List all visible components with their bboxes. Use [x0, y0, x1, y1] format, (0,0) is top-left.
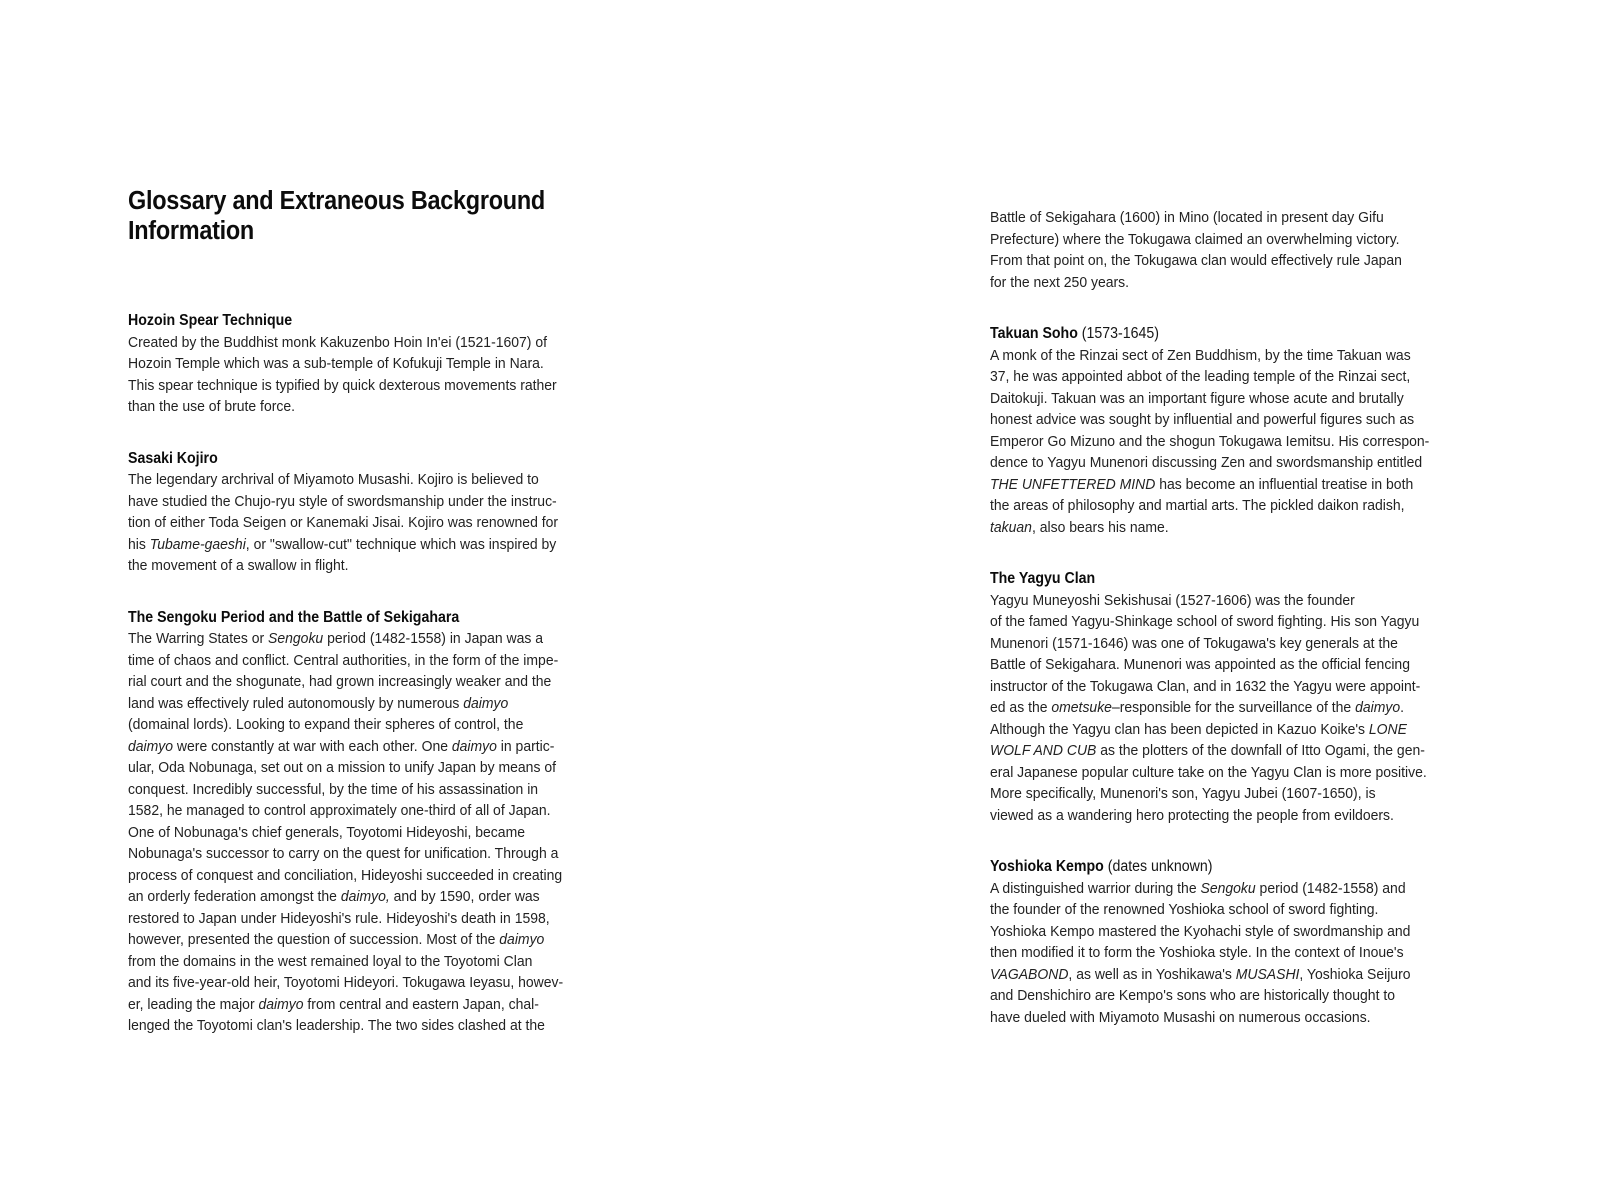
italic-text: takuan: [990, 518, 1032, 536]
italic-text: THE UNFETTERED MIND: [990, 475, 1156, 493]
text-segment: lenged the Toyotomi clan's leadership. The two sides clashed at the: [128, 1017, 545, 1034]
text-line: [128, 491, 575, 513]
text-segment: conquest. Incredibly successful, by the time of his assassination in: [128, 780, 539, 798]
text-segment: , as well as in Yoshikawa's: [1068, 965, 1236, 983]
text-segment: Emperor Go Mizuno and the shogun Tokugawa Iemitsu. His correspon-: [990, 432, 1430, 450]
text-line: [128, 469, 575, 491]
text-segment: Yoshioka Kempo mastered the Kyohachi style of swordmanship and: [990, 922, 1411, 940]
text-line: [990, 250, 1433, 272]
text-line: [128, 951, 575, 973]
text-line: [990, 272, 1433, 294]
text-segment: .: [1400, 699, 1405, 716]
text-segment: Nobunaga's successor to carry on the quest for unification. Through a: [128, 845, 559, 862]
text-segment: rial court and the shogunate, had grown increasingly weaker and the: [128, 673, 552, 690]
text-segment: er, leading the major: [128, 995, 259, 1013]
text-line: [128, 908, 575, 930]
text-segment: A monk of the Rinzai sect of Zen Buddhism, by the time Takuan was: [990, 346, 1411, 364]
left-entries: [128, 310, 575, 1037]
text-line: [990, 899, 1433, 921]
entry-heading: [990, 856, 1433, 878]
text-line: [990, 611, 1433, 633]
italic-text: daimyo: [258, 995, 304, 1013]
glossary-entry: [128, 448, 575, 577]
text-segment: dence to Yagyu Munenori discussing Zen and swordsmanship entitled: [990, 454, 1423, 471]
italic-text: daimyo: [463, 694, 509, 712]
text-line: [128, 396, 575, 418]
text-line: [990, 517, 1433, 539]
italic-text: daimyo: [499, 931, 545, 948]
text-line: [990, 345, 1433, 367]
italic-text: daimyo,: [340, 888, 390, 905]
text-line: [990, 633, 1433, 655]
text-segment: the areas of philosophy and martial arts. The pickled daikon radish,: [990, 497, 1405, 514]
text-segment: ed as the: [990, 699, 1052, 716]
text-line: [128, 886, 575, 908]
text-segment: the movement of a swallow in flight.: [128, 557, 349, 574]
text-line: [128, 650, 575, 672]
text-line: [990, 740, 1433, 762]
text-segment: and Denshichiro are Kempo's sons who are historically thought to: [990, 987, 1395, 1004]
glossary-entry: [990, 207, 1433, 293]
text-segment: have dueled with Miyamoto Musashi on numerous occasions.: [990, 1008, 1371, 1026]
text-segment: the founder of the renowned Yoshioka school of sword fighting.: [990, 901, 1379, 918]
text-line: [128, 757, 575, 779]
text-segment: Although the Yagyu clan has been depicted in Kazuo Koike's: [990, 720, 1369, 738]
text-line: [990, 1007, 1433, 1029]
italic-text: LONE: [1368, 720, 1407, 738]
italic-text: VAGABOND: [990, 965, 1069, 983]
text-segment: From that point on, the Tokugawa clan would effectively rule Japan: [990, 252, 1402, 269]
text-line: [990, 878, 1433, 900]
text-segment: Battle of Sekigahara (1600) in Mino (located in present day Gifu: [990, 209, 1384, 226]
text-line: [990, 676, 1433, 698]
text-segment: (domainal lords). Looking to expand their spheres of control, the: [128, 716, 524, 733]
text-line: [990, 409, 1433, 431]
text-line: [990, 388, 1433, 410]
text-segment: in partic-: [496, 737, 555, 755]
text-line: [990, 942, 1433, 964]
text-line: [990, 431, 1433, 453]
text-line: [128, 693, 575, 715]
text-line: [990, 590, 1433, 612]
glossary-entry: [990, 568, 1433, 826]
text-segment: ular, Oda Nobunaga, set out on a mission to unify Japan by means of: [128, 759, 556, 776]
text-segment: tion of either Toda Seigen or Kanemaki Jisai. Kojiro was renowned for: [128, 514, 559, 531]
text-line: [990, 229, 1433, 251]
text-segment: from the domains in the west remained loyal to the Toyotomi Clan: [128, 952, 533, 970]
text-segment: Yagyu Muneyoshi Sekishusai (1527-1606) was the founder: [990, 591, 1355, 609]
text-segment: , or "swallow-cut" technique which was inspired by: [245, 535, 557, 553]
bold-text: The Yagyu Clan: [990, 570, 1096, 587]
text-segment: Daitokuji. Takuan was an important figure whose acute and brutally: [990, 389, 1404, 407]
page-title-line-1: Glossary and Extraneous Background: [128, 187, 545, 215]
text-line: [990, 495, 1433, 517]
text-segment: One of Nobunaga's chief generals, Toyotomi Hideyoshi, became: [128, 823, 525, 841]
text-line: [128, 353, 575, 375]
text-segment: , also bears his name.: [1031, 518, 1169, 536]
text-line: [990, 762, 1433, 784]
text-segment: restored to Japan under Hideyoshi's rule. Hideyoshi's death in 1598,: [128, 909, 550, 927]
text-segment: his: [128, 535, 150, 553]
text-segment: , Yoshioka Seijuro: [1299, 965, 1411, 983]
text-segment: period (1482-1558) and: [1255, 879, 1406, 897]
italic-text: Sengoku: [1200, 879, 1256, 897]
text-segment: from central and eastern Japan, chal-: [303, 995, 539, 1013]
text-line: [990, 366, 1433, 388]
italic-text: Sengoku: [268, 630, 324, 647]
italic-text: MUSASHI: [1235, 965, 1300, 983]
text-segment: (1573-1645): [1077, 325, 1159, 342]
text-line: [128, 822, 575, 844]
text-line: [128, 628, 575, 650]
italic-text: daimyo: [1355, 699, 1401, 716]
text-segment: A distinguished warrior during the: [990, 879, 1201, 897]
bold-text: The Sengoku Period and the Battle of Sekigahara: [128, 608, 460, 626]
glossary-entry: [990, 856, 1433, 1028]
text-segment: eral Japanese popular culture take on the Yagyu Clan is more positive.: [990, 763, 1427, 781]
text-segment: have studied the Chujo-ryu style of swordsmanship under the instruc-: [128, 492, 557, 510]
text-segment: The Warring States or: [128, 630, 269, 647]
text-segment: process of conquest and conciliation, Hideyoshi succeeded in creating: [128, 866, 563, 884]
text-segment: has become an influential treatise in both: [1155, 475, 1414, 493]
text-line: [128, 929, 575, 951]
text-line: [128, 332, 575, 354]
text-line: [990, 964, 1433, 986]
text-line: [990, 654, 1433, 676]
text-line: [990, 697, 1433, 719]
text-line: [990, 474, 1433, 496]
text-segment: as the plotters of the downfall of Itto Ogami, the gen-: [1096, 742, 1425, 759]
text-segment: however, presented the question of succession. Most of the: [128, 931, 500, 948]
text-line: [128, 972, 575, 994]
right-entries: [990, 207, 1433, 1028]
text-line: [990, 985, 1433, 1007]
text-segment: The legendary archrival of Miyamoto Musashi. Kojiro is believed to: [128, 471, 539, 488]
text-line: [128, 555, 575, 577]
bold-text: Takuan Soho: [990, 325, 1078, 342]
entry-heading: [128, 607, 575, 629]
text-line: [128, 843, 575, 865]
italic-text: daimyo: [451, 737, 497, 755]
right-page: [990, 207, 1433, 1028]
italic-text: Tubame-gaeshi: [149, 535, 246, 553]
text-segment: Battle of Sekigahara. Munenori was appointed as the official fencing: [990, 656, 1410, 673]
text-segment: Munenori (1571-1646) was one of Tokugawa's key generals at the: [990, 634, 1398, 652]
text-line: [128, 994, 575, 1016]
text-segment: This spear technique is typified by quick dexterous movements rather: [128, 376, 557, 394]
text-line: [128, 1015, 575, 1037]
text-segment: for the next 250 years.: [990, 273, 1130, 291]
text-line: [990, 452, 1433, 474]
text-segment: Created by the Buddhist monk Kakuzenbo Hoin In'ei (1521-1607) of: [128, 333, 548, 351]
text-segment: –responsible for the surveillance of the: [1111, 699, 1356, 716]
text-segment: 1582, he managed to control approximately one-third of all of Japan.: [128, 802, 551, 819]
text-segment: period (1482-1558) in Japan was a: [323, 630, 544, 647]
bold-text: Sasaki Kojiro: [128, 449, 218, 467]
italic-text: WOLF AND CUB: [990, 742, 1097, 759]
text-segment: 37, he was appointed abbot of the leading temple of the Rinzai sect,: [990, 368, 1411, 385]
left-page: [128, 186, 575, 1037]
text-segment: viewed as a wandering hero protecting the people from evildoers.: [990, 806, 1394, 824]
text-segment: of the famed Yagyu-Shinkage school of sword fighting. His son Yagyu: [990, 613, 1420, 630]
glossary-entry: [990, 323, 1433, 538]
text-segment: Hozoin Temple which was a sub-temple of Kofukuji Temple in Nara.: [128, 355, 544, 372]
entry-heading: [128, 310, 575, 332]
text-segment: then modified it to form the Yoshioka style. In the context of Inoue's: [990, 944, 1404, 961]
bold-text: Hozoin Spear Technique: [128, 312, 293, 329]
text-segment: honest advice was sought by influential and powerful figures such as: [990, 411, 1415, 428]
page-title-line-2: Information: [128, 217, 254, 245]
text-line: [128, 671, 575, 693]
text-segment: and by 1590, order was: [389, 888, 540, 905]
text-line: [990, 719, 1433, 741]
entry-heading: [990, 323, 1433, 345]
page-title: [128, 186, 575, 246]
text-line: [990, 921, 1433, 943]
text-segment: More specifically, Munenori's son, Yagyu Jubei (1607-1650), is: [990, 785, 1376, 802]
text-line: [128, 800, 575, 822]
glossary-entry: [128, 607, 575, 1037]
text-segment: time of chaos and conflict. Central authorities, in the form of the impe-: [128, 651, 559, 669]
text-line: [990, 805, 1433, 827]
text-segment: an orderly federation amongst the: [128, 888, 341, 905]
text-segment: were constantly at war with each other. One: [173, 737, 452, 755]
bold-text: Yoshioka Kempo: [990, 858, 1104, 875]
glossary-entry: [128, 310, 575, 418]
text-segment: Prefecture) where the Tokugawa claimed an overwhelming victory.: [990, 230, 1400, 248]
text-line: [128, 534, 575, 556]
italic-text: daimyo: [128, 737, 174, 755]
text-line: [128, 779, 575, 801]
text-line: [990, 207, 1433, 229]
italic-text: ometsuke: [1051, 699, 1112, 716]
text-line: [990, 783, 1433, 805]
text-line: [128, 714, 575, 736]
entry-heading: [990, 568, 1433, 590]
entry-heading: [128, 448, 575, 470]
text-line: [128, 512, 575, 534]
text-segment: and its five-year-old heir, Toyotomi Hideyori. Tokugawa Ieyasu, howev-: [128, 974, 564, 991]
text-segment: land was effectively ruled autonomously by numerous: [128, 694, 464, 712]
text-line: [128, 736, 575, 758]
text-segment: (dates unknown): [1103, 858, 1213, 875]
text-line: [128, 375, 575, 397]
text-segment: than the use of brute force.: [128, 398, 296, 415]
text-line: [128, 865, 575, 887]
text-segment: instructor of the Tokugawa Clan, and in 1632 the Yagyu were appoint-: [990, 677, 1421, 695]
